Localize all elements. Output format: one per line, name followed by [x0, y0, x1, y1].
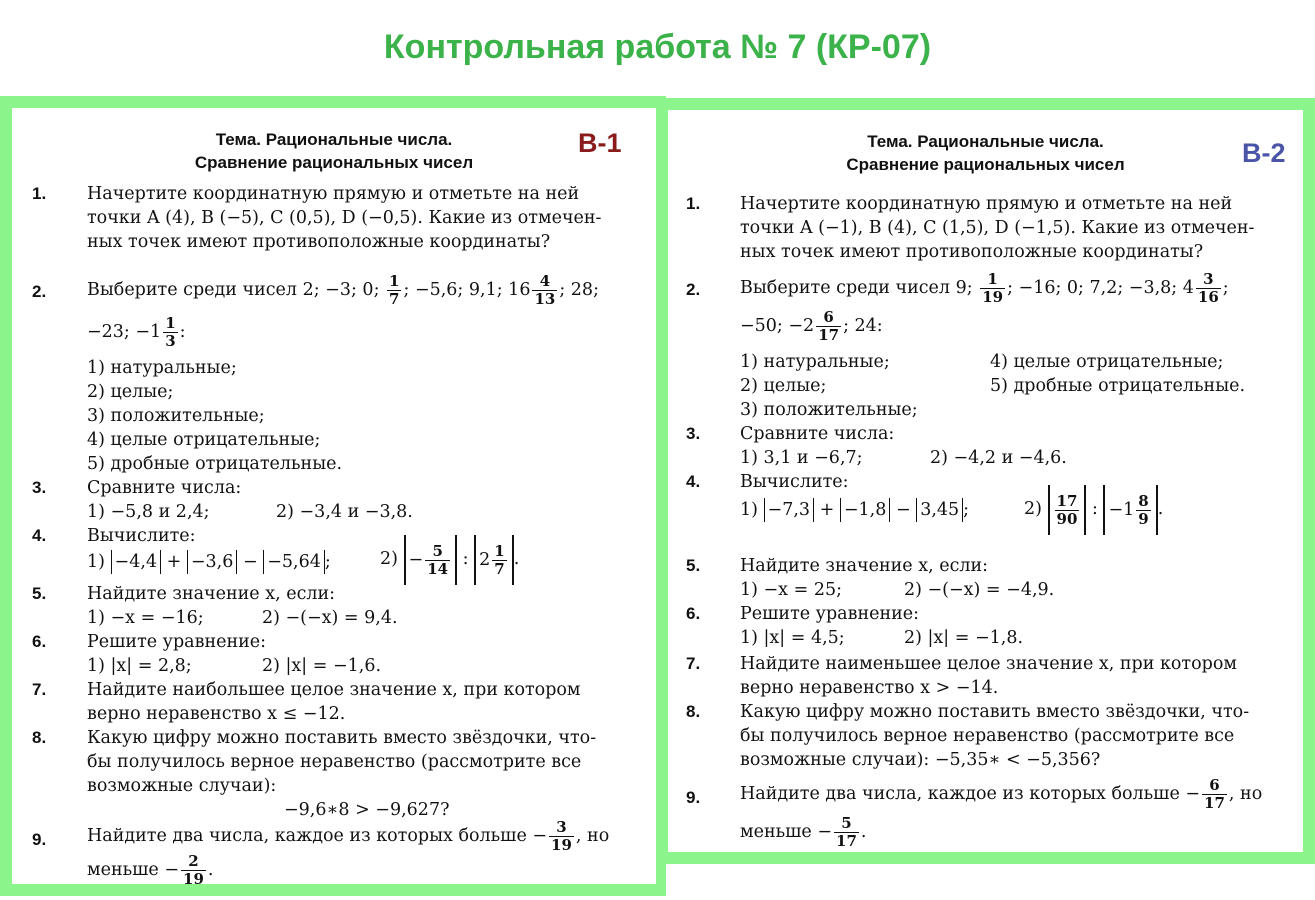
v2-q4-minus: −: [895, 500, 911, 520]
numerator: 17: [1056, 491, 1078, 510]
v2-q5-number: 5.: [686, 556, 701, 575]
v2-q5-part-1: 1) −x = 25;: [740, 580, 843, 600]
denominator: 16: [1197, 288, 1219, 306]
v1-q2-option-5: 5) дробные отрицательные.: [87, 454, 343, 474]
v1-topic-line-2: Сравнение рациональных чисел: [194, 153, 474, 172]
v1-q4-minus-sign: −: [408, 549, 424, 570]
numerator: 5: [834, 815, 859, 833]
denominator: 17: [836, 832, 857, 850]
v1-q5-part-2: 2) −(−x) = 9,4.: [262, 608, 398, 628]
numerator: 6: [816, 309, 841, 327]
v2-q4-plus: +: [819, 500, 835, 520]
v1-q9-text-c: меньше −: [87, 860, 180, 880]
v2-q4-part-1: [740, 498, 969, 522]
v2-q7-line-1: Найдите наименьшее целое значение x, при котором: [740, 654, 1237, 674]
v1-q9-fraction-2: [181, 853, 206, 888]
denominator: 19: [982, 288, 1004, 306]
v1-q6-part-2: 2) |x| = −1,6.: [262, 656, 382, 676]
v2-q7-number: 7.: [686, 654, 701, 673]
v2-q4-part-2: [1024, 484, 1163, 535]
v1-q4-plus: +: [166, 552, 182, 572]
denominator: 90: [1056, 509, 1078, 528]
v1-q2-line-1: [87, 270, 599, 310]
denominator: 7: [389, 290, 400, 308]
v2-q4-period: .: [1157, 499, 1164, 519]
v2-q4-heading: Вычислите:: [740, 472, 849, 492]
denominator: 17: [818, 326, 840, 344]
v1-q1-line-2: точки A (4), B (−5), C (0,5), D (−0,5). Какие из отмечен-: [87, 208, 602, 228]
numerator: 5: [425, 543, 450, 561]
v2-q9-line-2: [740, 810, 866, 854]
numerator: 1: [165, 314, 176, 332]
v1-q2-text-c: ; 28;: [559, 280, 599, 300]
numerator: 8: [1138, 491, 1149, 510]
v2-q4-abs-big-1: [1048, 485, 1087, 535]
v2-q2-fraction-1: [980, 271, 1005, 306]
v1-q3-number: 3.: [32, 478, 47, 497]
v1-q2-text-b: ; −5,6; 9,1; 16: [403, 280, 531, 300]
v1-q5-heading: Найдите значение x, если:: [87, 584, 336, 604]
v1-q8-line-3: возможные случаи):: [87, 776, 277, 796]
v2-topic-line-2: Сравнение рациональных чисел: [846, 155, 1125, 174]
v2-q4-divide: :: [1092, 499, 1098, 519]
numerator: 3: [1196, 271, 1221, 289]
page-title: Контрольная работа № 7 (КР-07): [383, 28, 932, 66]
v1-q4-abs-big-2: [474, 535, 514, 585]
v1-q4-divide: :: [462, 549, 469, 569]
v2-q9-number: 9.: [686, 788, 701, 807]
v1-q9-line-2: [87, 848, 213, 892]
v2-q1-line-1: Начертите координатную прямую и отметьте на ней: [740, 194, 1233, 214]
v1-q9-number: 9.: [32, 830, 47, 849]
v2-q2-line-1: [740, 268, 1229, 308]
v1-topic: [12, 128, 656, 174]
v2-q4-p1-label: 1): [740, 500, 758, 520]
v2-q3-number: 3.: [686, 424, 701, 443]
v1-q4-whole: 2: [479, 549, 491, 570]
v2-q3-part-2: 2) −4,2 и −4,6.: [930, 448, 1067, 468]
v1-q7-line-1: Найдите наибольшее целое значение x, при котором: [87, 680, 581, 700]
v2-q1-line-3: ных точек имеют противоположные координаты?: [740, 242, 1204, 262]
denominator: 7: [494, 559, 505, 578]
v1-q4-heading: Вычислите:: [87, 526, 196, 546]
v1-q2-text-e: :: [179, 322, 186, 342]
v2-q2-option-2: 2) целые;: [740, 376, 827, 396]
v1-q4-abs-big-1: [404, 535, 458, 585]
v1-q4-number: 4.: [32, 526, 47, 545]
v2-q4-abs-big-2: [1103, 485, 1157, 535]
v2-q6-number: 6.: [686, 604, 701, 623]
v2-q9-text-b: , но: [1228, 784, 1263, 804]
v1-q2-text-a: Выберите среди чисел 2; −3; 0;: [87, 280, 380, 300]
v1-q2-option-1: 1) натуральные;: [87, 358, 237, 378]
v1-q1-number: 1.: [32, 184, 47, 203]
v2-q4-abs-3: 3,45: [916, 498, 963, 522]
v1-q4-abs-2: −3,6: [187, 550, 238, 574]
v1-q8-line-4: −9,6∗8 > −9,627?: [284, 800, 450, 820]
v2-q5-heading: Найдите значение x, если:: [740, 556, 989, 576]
v1-q4-period: .: [513, 549, 520, 569]
v2-q9-text-a: Найдите два числа, каждое из которых больше −: [740, 784, 1201, 804]
v2-q5-part-2: 2) −(−x) = −4,9.: [904, 580, 1055, 600]
denominator: 3: [165, 332, 176, 350]
v1-q3-heading: Сравните числа:: [87, 478, 242, 498]
v1-q7-number: 7.: [32, 680, 47, 699]
v1-q2-number: 2.: [32, 282, 47, 301]
v1-q9-text-b: , но: [575, 826, 610, 846]
numerator: 4: [532, 273, 557, 291]
v1-q6-number: 6.: [32, 632, 47, 651]
v2-q2-text-e: ; 24:: [843, 316, 883, 336]
v1-q8-line-1: Какую цифру можно поставить вместо звёздочки, что-: [87, 728, 597, 748]
denominator: 17: [1204, 794, 1225, 812]
v2-topic: [668, 130, 1303, 176]
v2-q2-option-1: 1) натуральные;: [740, 352, 890, 372]
numerator: 2: [181, 853, 206, 871]
v1-q4-fraction-2: [492, 543, 506, 578]
v2-topic-line-1: Тема. Рациональные числа.: [867, 132, 1104, 151]
v1-q9-text-a: Найдите два числа, каждое из которых больше −: [87, 826, 548, 846]
numerator: 6: [1202, 777, 1227, 795]
v2-q2-option-4: 4) целые отрицательные;: [990, 352, 1224, 372]
denominator: 19: [183, 870, 204, 888]
v1-q4-fraction-1: [425, 543, 450, 578]
v2-q6-heading: Решите уравнение:: [740, 604, 920, 624]
numerator: 1: [494, 541, 505, 560]
v2-q9-text-c: меньше −: [740, 822, 833, 842]
v1-topic-line-1: Тема. Рациональные числа.: [215, 130, 453, 149]
v2-q9-text-d: .: [860, 822, 867, 842]
v1-q2-option-4: 4) целые отрицательные;: [87, 430, 321, 450]
denominator: 9: [1138, 509, 1149, 528]
v1-q2-text-d: −23; −1: [87, 322, 162, 342]
v2-q3-part-1: 1) 3,1 и −6,7;: [740, 448, 863, 468]
numerator: 1: [389, 272, 400, 290]
v2-q2-fraction-3: [816, 309, 841, 344]
v1-q4-p1-label: 1): [87, 552, 105, 572]
v2-q8-line-1: Какую цифру можно поставить вместо звёздочки, что-: [740, 702, 1250, 722]
v2-q4-fraction-1: [1055, 493, 1080, 528]
numerator: 1: [980, 271, 1005, 289]
v2-q7-line-2: верно неравенство x > −14.: [740, 678, 999, 698]
v2-q2-option-5: 5) дробные отрицательные.: [990, 376, 1246, 396]
v2-q8-line-3: возможные случаи): −5,35∗ < −5,356?: [740, 750, 1101, 770]
v1-q3-part-1: 1) −5,8 и 2,4;: [87, 502, 210, 522]
v1-q6-part-1: 1) |x| = 2,8;: [87, 656, 192, 676]
v2-q9-fraction-1: [1202, 777, 1227, 812]
v1-q2-line-2: [87, 312, 186, 352]
denominator: 13: [534, 290, 556, 308]
v2-q2-text-d: −50; −2: [740, 316, 815, 336]
v2-q2-number: 2.: [686, 280, 701, 299]
v1-q9-text-d: .: [207, 860, 214, 880]
v2-q4-number: 4.: [686, 472, 701, 491]
v2-q2-text-a: Выберите среди чисел 9;: [740, 278, 973, 298]
v1-q5-part-1: 1) −x = −16;: [87, 608, 204, 628]
v2-q2-line-2: [740, 306, 883, 346]
v1-q4-abs-3: −5,64: [263, 550, 325, 574]
variant-2-card: [662, 98, 1315, 864]
v1-q4-part-2: [380, 534, 519, 585]
v1-q2-fraction-2: [532, 273, 557, 308]
denominator: 19: [551, 836, 572, 854]
v2-q4-semicolon: ;: [963, 500, 970, 520]
v2-q2-text-b: ; −16; 0; 7,2; −3,8; 4: [1007, 278, 1194, 298]
v2-q2-text-c: ;: [1222, 278, 1229, 298]
v2-q4-whole: −1: [1108, 499, 1135, 520]
v1-q9-fraction-1: [549, 819, 574, 854]
v2-q6-part-1: 1) |x| = 4,5;: [740, 628, 845, 648]
v1-q1-line-1: Начертите координатную прямую и отметьте на ней: [87, 184, 580, 204]
v2-q4-p2-label: 2): [1024, 499, 1042, 519]
v1-variant-label: В-1: [578, 128, 622, 158]
v2-q2-option-3: 3) положительные;: [740, 400, 918, 420]
v1-q8-number: 8.: [32, 728, 47, 747]
v2-variant-label: В-2: [1242, 138, 1286, 168]
v1-q4-abs-1: −4,4: [111, 550, 162, 574]
v2-q9-fraction-2: [834, 815, 859, 850]
v1-q3-part-2: 2) −3,4 и −3,8.: [276, 502, 413, 522]
v2-q3-heading: Сравните числа:: [740, 424, 895, 444]
denominator: 14: [427, 559, 449, 578]
v1-q4-part-1: [87, 550, 331, 574]
v1-q6-heading: Решите уравнение:: [87, 632, 267, 652]
v1-q4-p2-label: 2): [380, 549, 398, 569]
v2-q4-abs-2: −1,8: [840, 498, 891, 522]
v1-q2-fraction-3: [163, 315, 177, 350]
v1-q4-minus: −: [242, 552, 258, 572]
v1-q4-semicolon: ;: [324, 552, 331, 572]
v1-q1-line-3: ных точек имеют противоположные координаты?: [87, 232, 551, 252]
v2-q4-abs-1: −7,3: [764, 498, 815, 522]
v2-q6-part-2: 2) |x| = −1,8.: [904, 628, 1024, 648]
v2-q8-number: 8.: [686, 702, 701, 721]
v2-q1-number: 1.: [686, 194, 701, 213]
v1-q5-number: 5.: [32, 584, 47, 603]
v1-q2-option-2: 2) целые;: [87, 382, 174, 402]
v1-q8-line-2: бы получилось верное неравенство (рассмотрите все: [87, 752, 582, 772]
v2-q8-line-2: бы получилось верное неравенство (рассмотрите все: [740, 726, 1235, 746]
v1-q2-fraction-1: [387, 273, 401, 308]
v2-q4-fraction-2: [1136, 493, 1150, 528]
v1-q2-option-3: 3) положительные;: [87, 406, 265, 426]
v2-q2-fraction-2: [1196, 271, 1221, 306]
v2-q1-line-2: точки A (−1), B (4), C (1,5), D (−1,5). Какие из отмечен-: [740, 218, 1255, 238]
numerator: 3: [549, 819, 574, 837]
variant-1-card: [0, 96, 666, 896]
v1-q7-line-2: верно неравенство x ≤ −12.: [87, 704, 346, 724]
